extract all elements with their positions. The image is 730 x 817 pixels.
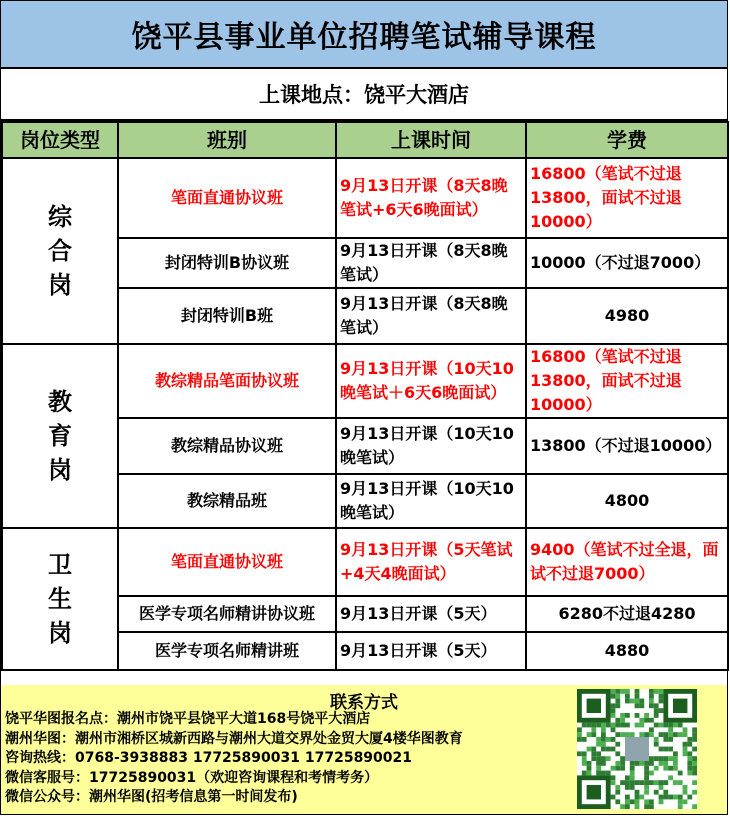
- contact-title: 联系方式: [330, 693, 398, 713]
- class-name: 封闭特训B协议班: [118, 238, 336, 288]
- header-position-type: 岗位类型: [2, 122, 118, 158]
- class-name: 笔面直通协议班: [118, 528, 336, 596]
- contact-hotline: 咨询热线：0768-3938883 17725890031 17725890021: [5, 750, 413, 766]
- class-time: 9月13日开课（5天笔试+4天4晚面试）: [336, 528, 526, 596]
- table-header-row: [2, 122, 728, 158]
- class-name: 笔面直通协议班: [118, 158, 336, 238]
- category-general: 综 合 岗: [2, 158, 118, 344]
- class-time: 9月13日开课（10天10晚笔试）: [336, 418, 526, 474]
- class-fee: 10000（不过退7000）: [526, 238, 728, 288]
- qr-code-icon: [577, 689, 697, 809]
- category-education: 教 育 岗: [2, 344, 118, 528]
- contact-address-chaozhou: 潮州华图：潮州市湘桥区城新西路与潮州大道交界处金贸大厦4楼华图教育: [5, 730, 463, 747]
- class-time: 9月13日开课（5天）: [336, 632, 526, 670]
- table-row: [2, 528, 728, 596]
- class-time: 9月13日开课（10天10晚笔试＋6天6晚面试）: [336, 344, 526, 418]
- class-fee: 6280不过退4280: [526, 596, 728, 632]
- contact-address-raoping: 饶平华图报名点：潮州市饶平县饶平大道168号饶平大酒店: [5, 711, 371, 727]
- class-time: 9月13日开课（8天8晚笔试）: [336, 288, 526, 344]
- course-table: [1, 121, 729, 671]
- header-time: 上课时间: [336, 122, 526, 158]
- class-name: 教综精品协议班: [118, 418, 336, 474]
- class-time: 9月13日开课（8天8晚笔试+6天6晚面试）: [336, 158, 526, 238]
- class-time: 9月13日开课（8天8晚笔试）: [336, 238, 526, 288]
- class-fee: 9400（笔试不过全退，面试不过退7000）: [526, 528, 728, 596]
- contact-wechat-service: 微信客服号：17725890031（欢迎咨询课程和考情考务）: [5, 769, 379, 786]
- class-name: 医学专项名师精讲协议班: [118, 596, 336, 632]
- class-name: 医学专项名师精讲班: [118, 632, 336, 670]
- class-fee: 4800: [526, 474, 728, 528]
- class-name: 封闭特训B班: [118, 288, 336, 344]
- class-fee: 16800（笔试不过退13800，面试不过退10000）: [526, 344, 728, 418]
- header-fee: 学费: [526, 122, 728, 158]
- table-row: [2, 158, 728, 238]
- class-name: 教综精品班: [118, 474, 336, 528]
- class-fee: 16800（笔试不过退13800，面试不过退10000）: [526, 158, 728, 238]
- class-name: 教综精品笔面协议班: [118, 344, 336, 418]
- class-fee: 4880: [526, 632, 728, 670]
- table-row: [2, 344, 728, 418]
- class-location: 上课地点：饶平大酒店: [1, 69, 727, 121]
- contact-wechat-official: 微信公众号：潮州华图(招考信息第一时间发布): [5, 789, 298, 805]
- class-time: 9月13日开课（10天10晚笔试）: [336, 474, 526, 528]
- class-time: 9月13日开课（5天）: [336, 596, 526, 632]
- class-fee: 4980: [526, 288, 728, 344]
- page-title: 饶平县事业单位招聘笔试辅导课程: [1, 1, 727, 69]
- header-class: 班别: [118, 122, 336, 158]
- contact-section: [1, 685, 727, 814]
- category-health: 卫 生 岗: [2, 528, 118, 670]
- class-fee: 13800（不过退10000）: [526, 418, 728, 474]
